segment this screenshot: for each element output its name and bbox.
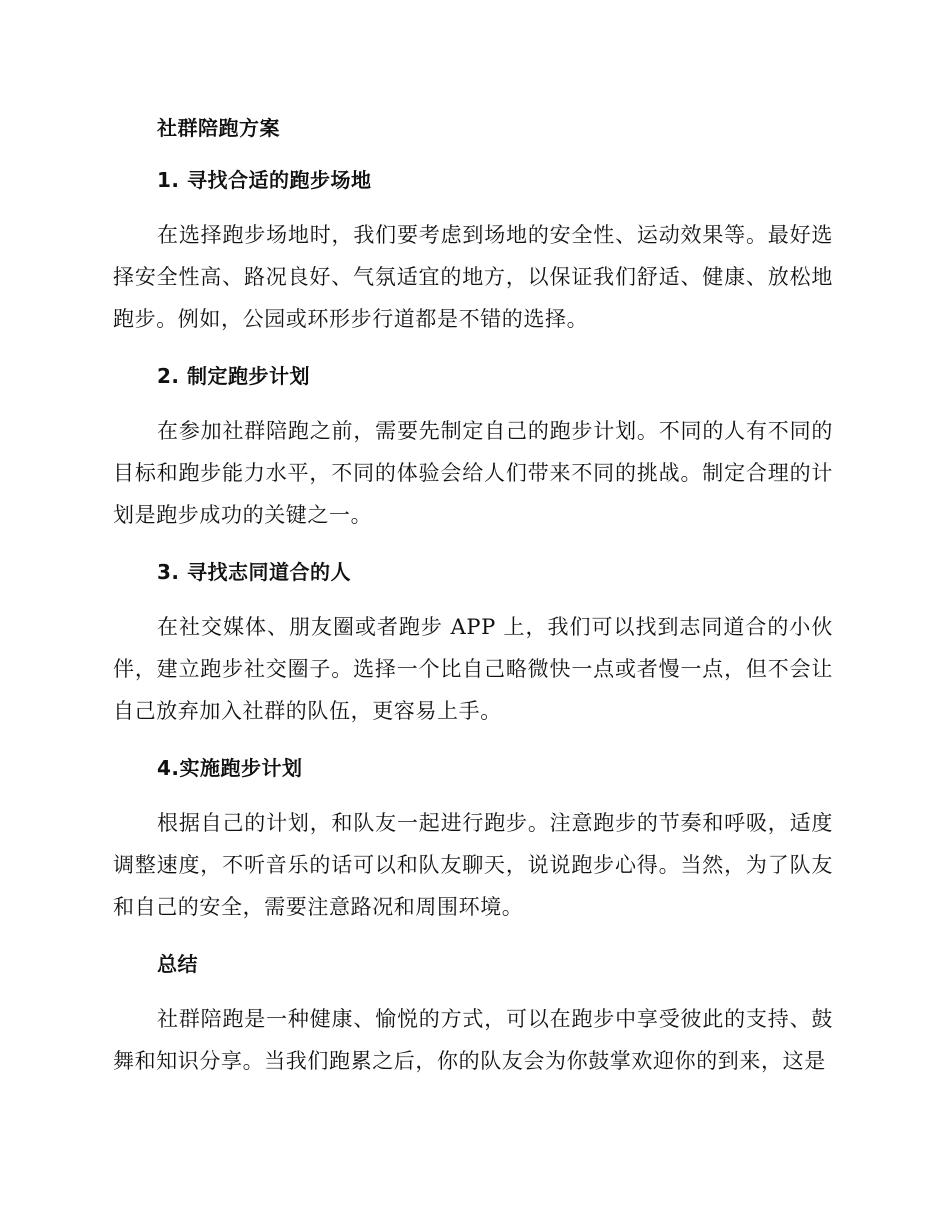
section-paragraph-3: 在社交媒体、朋友圈或者跑步 APP 上，我们可以找到志同道合的小伙伴，建立跑步社交圈子。选择一个比自己略微快一点或者慢一点，但不会让自己放弃加入社群的队伍，更容易上手。	[113, 615, 833, 723]
section-paragraph-1: 在选择跑步场地时，我们要考虑到场地的安全性、运动效果等。最好选择安全性高、路况良好、气氛适宜的地方，以保证我们舒适、健康、放松地跑步。例如，公园或环形步行道都是不错的选择。	[113, 223, 833, 331]
section-heading-4: 4.实施跑步计划	[157, 756, 303, 780]
section-paragraph-4: 根据自己的计划，和队友一起进行跑步。注意跑步的节奏和呼吸，适度调整速度，不听音乐的话可以和队友聊天，说说跑步心得。当然，为了队友和自己的安全，需要注意路况和周围环境。	[113, 811, 833, 919]
section-heading-summary: 总结	[157, 952, 198, 976]
section-heading-2: 2. 制定跑步计划	[157, 364, 310, 388]
section-heading-3: 3. 寻找志同道合的人	[157, 560, 351, 584]
document-title: 社群陪跑方案	[157, 116, 280, 140]
section-paragraph-2: 在参加社群陪跑之前，需要先制定自己的跑步计划。不同的人有不同的目标和跑步能力水平，不同的体验会给人们带来不同的挑战。制定合理的计划是跑步成功的关键之一。	[113, 419, 833, 527]
section-heading-1: 1. 寻找合适的跑步场地	[157, 168, 372, 192]
document-body	[113, 112, 833, 1082]
section-paragraph-summary: 社群陪跑是一种健康、愉悦的方式，可以在跑步中享受彼此的支持、鼓舞和知识分享。当我们跑累之后，你的队友会为你鼓掌欢迎你的到来，这是	[113, 1007, 833, 1073]
